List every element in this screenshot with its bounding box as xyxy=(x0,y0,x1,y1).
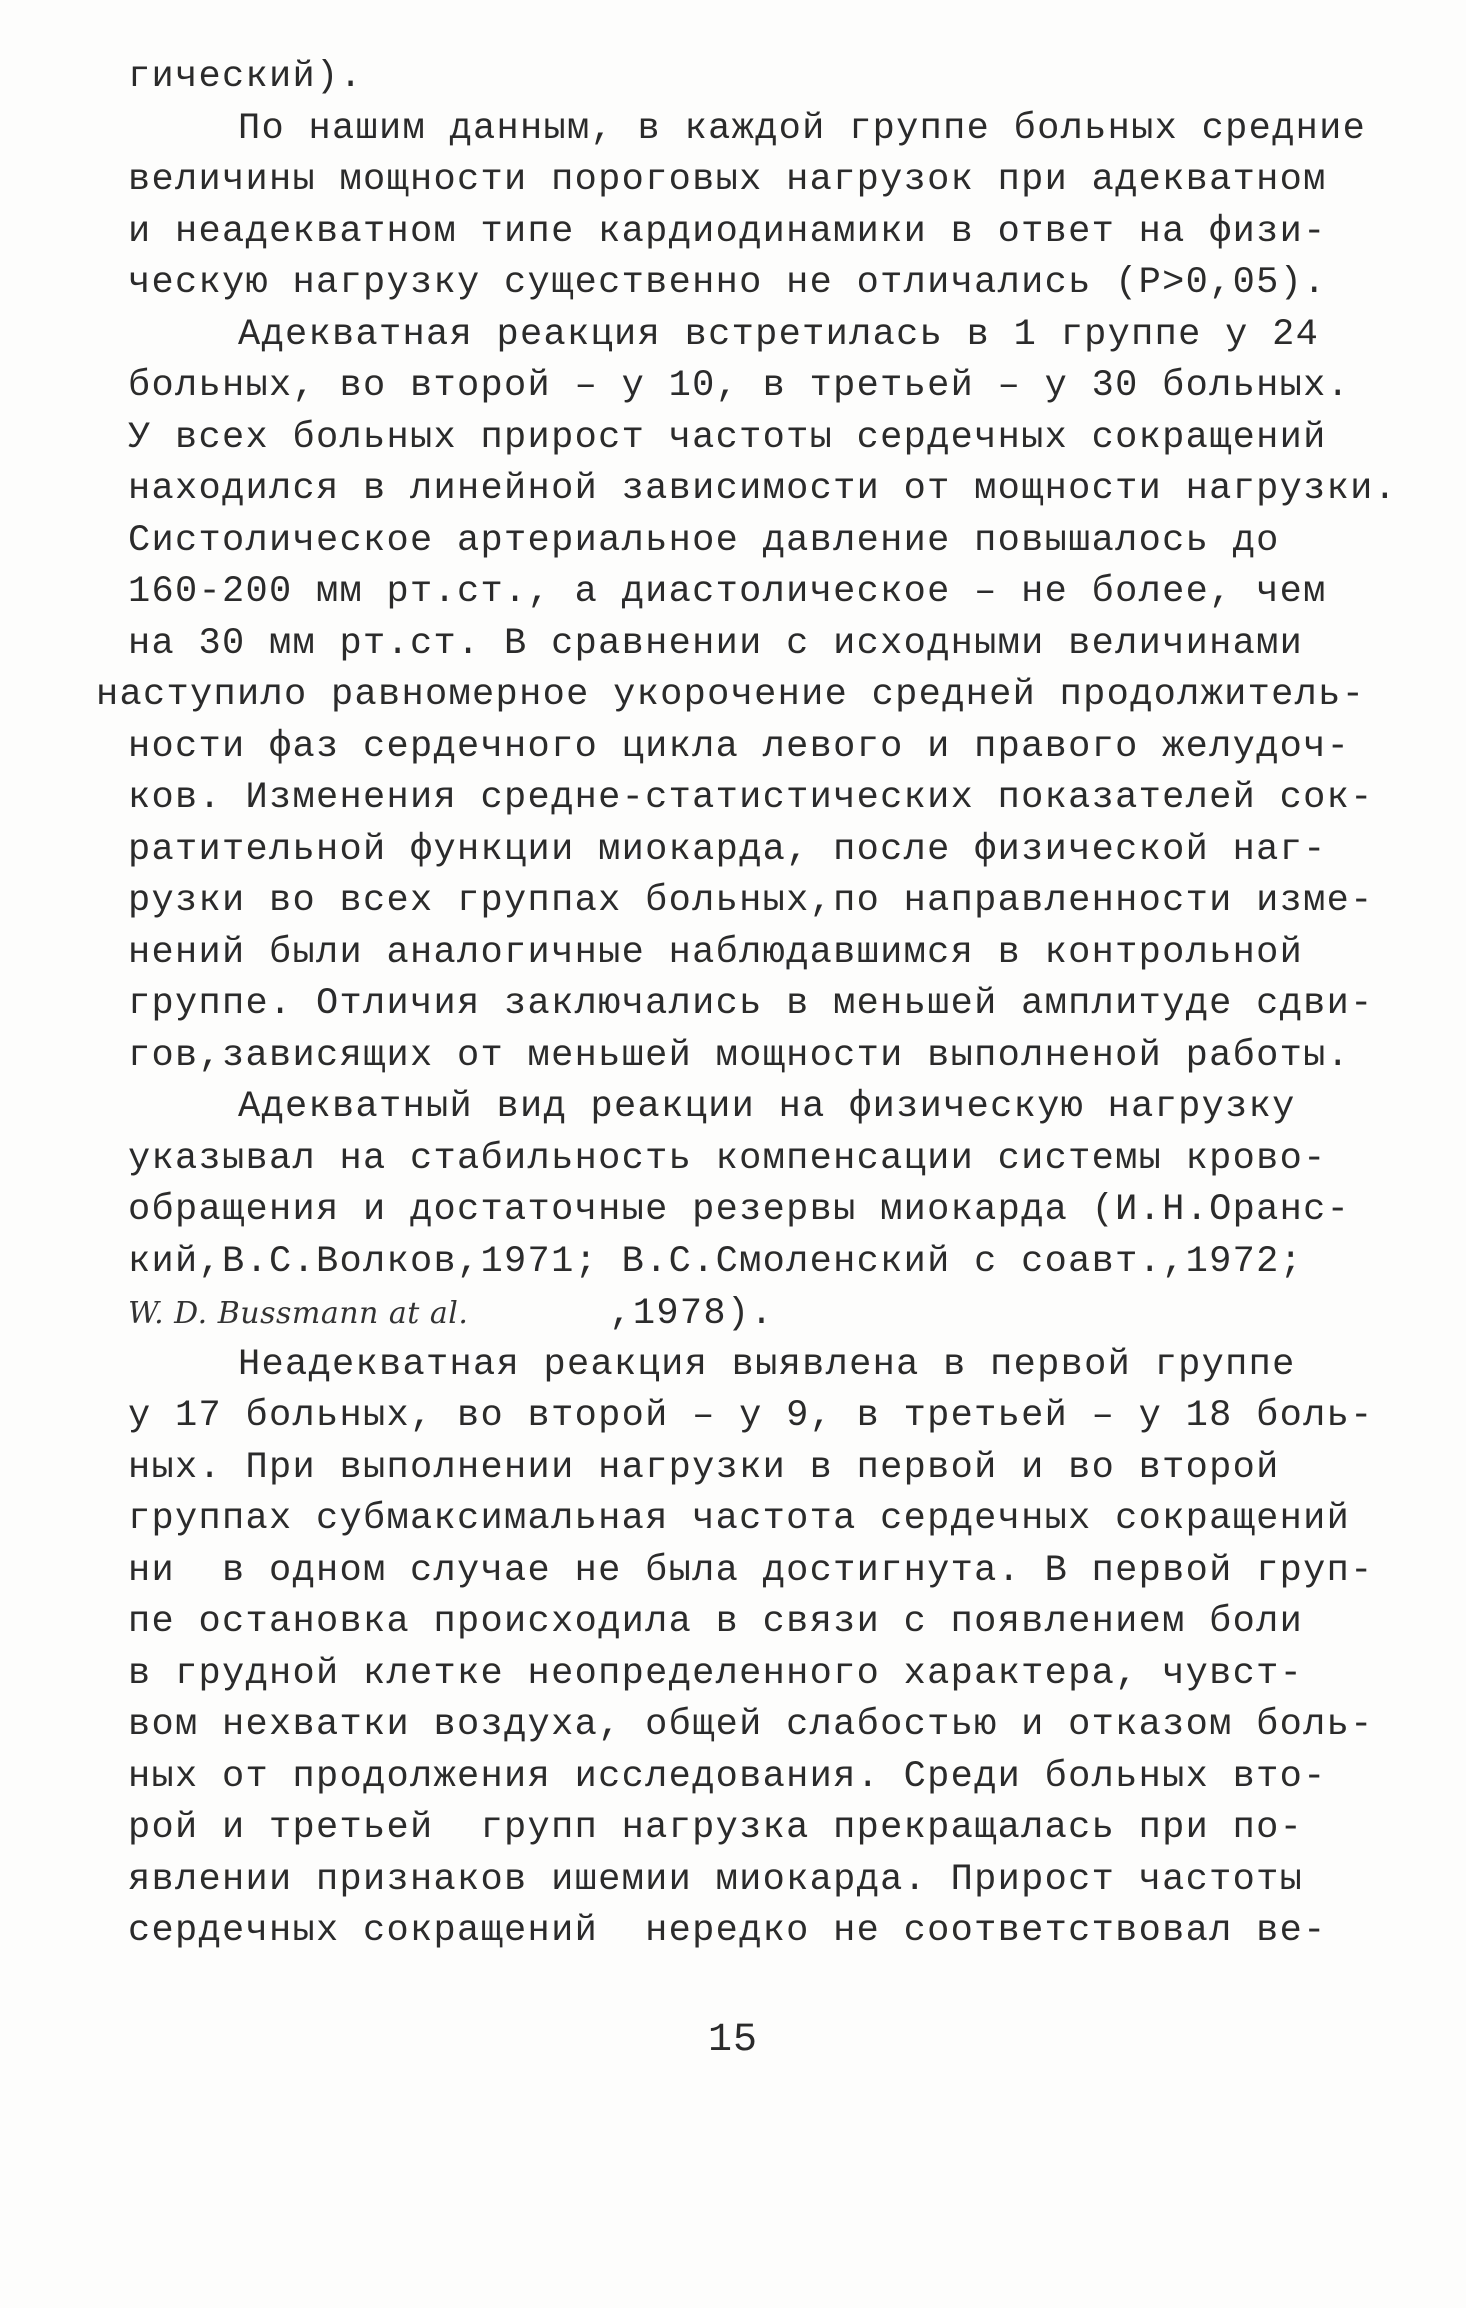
text-line: рузки во всех группах больных,по направленности изме- xyxy=(128,880,1374,922)
text-line: обращения и достаточные резервы миокарда (И.Н.Оранс- xyxy=(128,1189,1351,1231)
text-line: группе. Отличия заключались в меньшей амплитуде сдви- xyxy=(128,983,1374,1025)
text-line: ратительной функции миокарда, после физической наг- xyxy=(128,828,1327,871)
text-line: гов,зависящих от меньшей мощности выполненой работы. xyxy=(128,1034,1351,1077)
text-line: 160-200 мм рт.ст., а диастолическое – не более, чем xyxy=(128,571,1327,613)
text-line: больных, во второй – у 10, в третьей – у 30 больных. xyxy=(128,365,1351,407)
text-line: ных. При выполнении нагрузки в первой и во второй xyxy=(128,1446,1280,1489)
text-line: и неадекватном типе кардиодинамики в ответ на физи- xyxy=(128,210,1327,253)
text-line: сердечных сокращений нередко не соответствовал ве- xyxy=(128,1910,1327,1952)
text-line: Систолическое артериальное давление повышалось до xyxy=(128,519,1280,562)
text-line: находился в линейной зависимости от мощности нагрузки. xyxy=(128,468,1398,510)
text-line: Неадекватная реакция выявлена в первой группе xyxy=(238,1343,1296,1386)
text-line: У всех больных прирост частоты сердечных сокращений xyxy=(128,416,1327,459)
page-number: 15 xyxy=(707,2018,758,2063)
text-line: кий,В.С.Волков,1971; В.С.Смоленский с соавт.,1972; xyxy=(128,1240,1304,1283)
text-line: Адекватный вид реакции на физическую нагрузку xyxy=(238,1086,1296,1128)
text-line: на 30 мм рт.ст. В сравнении с исходными величинами xyxy=(128,622,1304,665)
text-line: Адекватная реакция встретилась в 1 группе у 24 xyxy=(238,313,1320,356)
text-line: ческую нагрузку существенно не отличались (Р>0,05). xyxy=(128,262,1327,304)
text-line: ных от продолжения исследования. Среди больных вто- xyxy=(128,1755,1327,1798)
text-line: у 17 больных, во второй – у 9, в третьей – у 18 боль- xyxy=(128,1395,1374,1437)
text-line: явлении признаков ишемии миокарда. Прирост частоты xyxy=(128,1858,1304,1901)
text-line: ни в одном случае не была достигнута. В первой груп- xyxy=(128,1549,1374,1592)
body-text xyxy=(96,52,1398,1958)
text-line: в грудной клетке неопределенного характера, чувст- xyxy=(128,1652,1304,1695)
citation-year: ,1978). xyxy=(468,1293,774,1335)
text-line: величины мощности пороговых нагрузок при адекватном xyxy=(128,159,1327,201)
text-line: нений были аналогичные наблюдавшимся в контрольной xyxy=(128,931,1304,974)
text-line: По нашим данным, в каждой группе больных средние xyxy=(238,107,1367,150)
text-line: ков. Изменения средне-статистических показателей сок- xyxy=(128,777,1374,819)
text-line: гический). xyxy=(128,56,364,98)
text-line: ности фаз сердечного цикла левого и правого желудоч- xyxy=(128,725,1351,768)
text-line: вом нехватки воздуха, общей слабостью и отказом боль- xyxy=(128,1704,1374,1746)
text-line: группах субмаксимальная частота сердечных сокращений xyxy=(128,1498,1351,1540)
text-line: указывал на стабильность компенсации системы крово- xyxy=(128,1137,1327,1180)
text-line: рой и третьей групп нагрузка прекращалась при по- xyxy=(128,1807,1304,1849)
text-line: наступило равномерное укорочение средней продолжитель- xyxy=(96,674,1366,716)
handwritten-citation: W. D. Bussmann at al. xyxy=(128,1296,469,1331)
text-line xyxy=(128,1288,1368,1340)
text-line: пе остановка происходила в связи с появлением боли xyxy=(128,1601,1304,1643)
